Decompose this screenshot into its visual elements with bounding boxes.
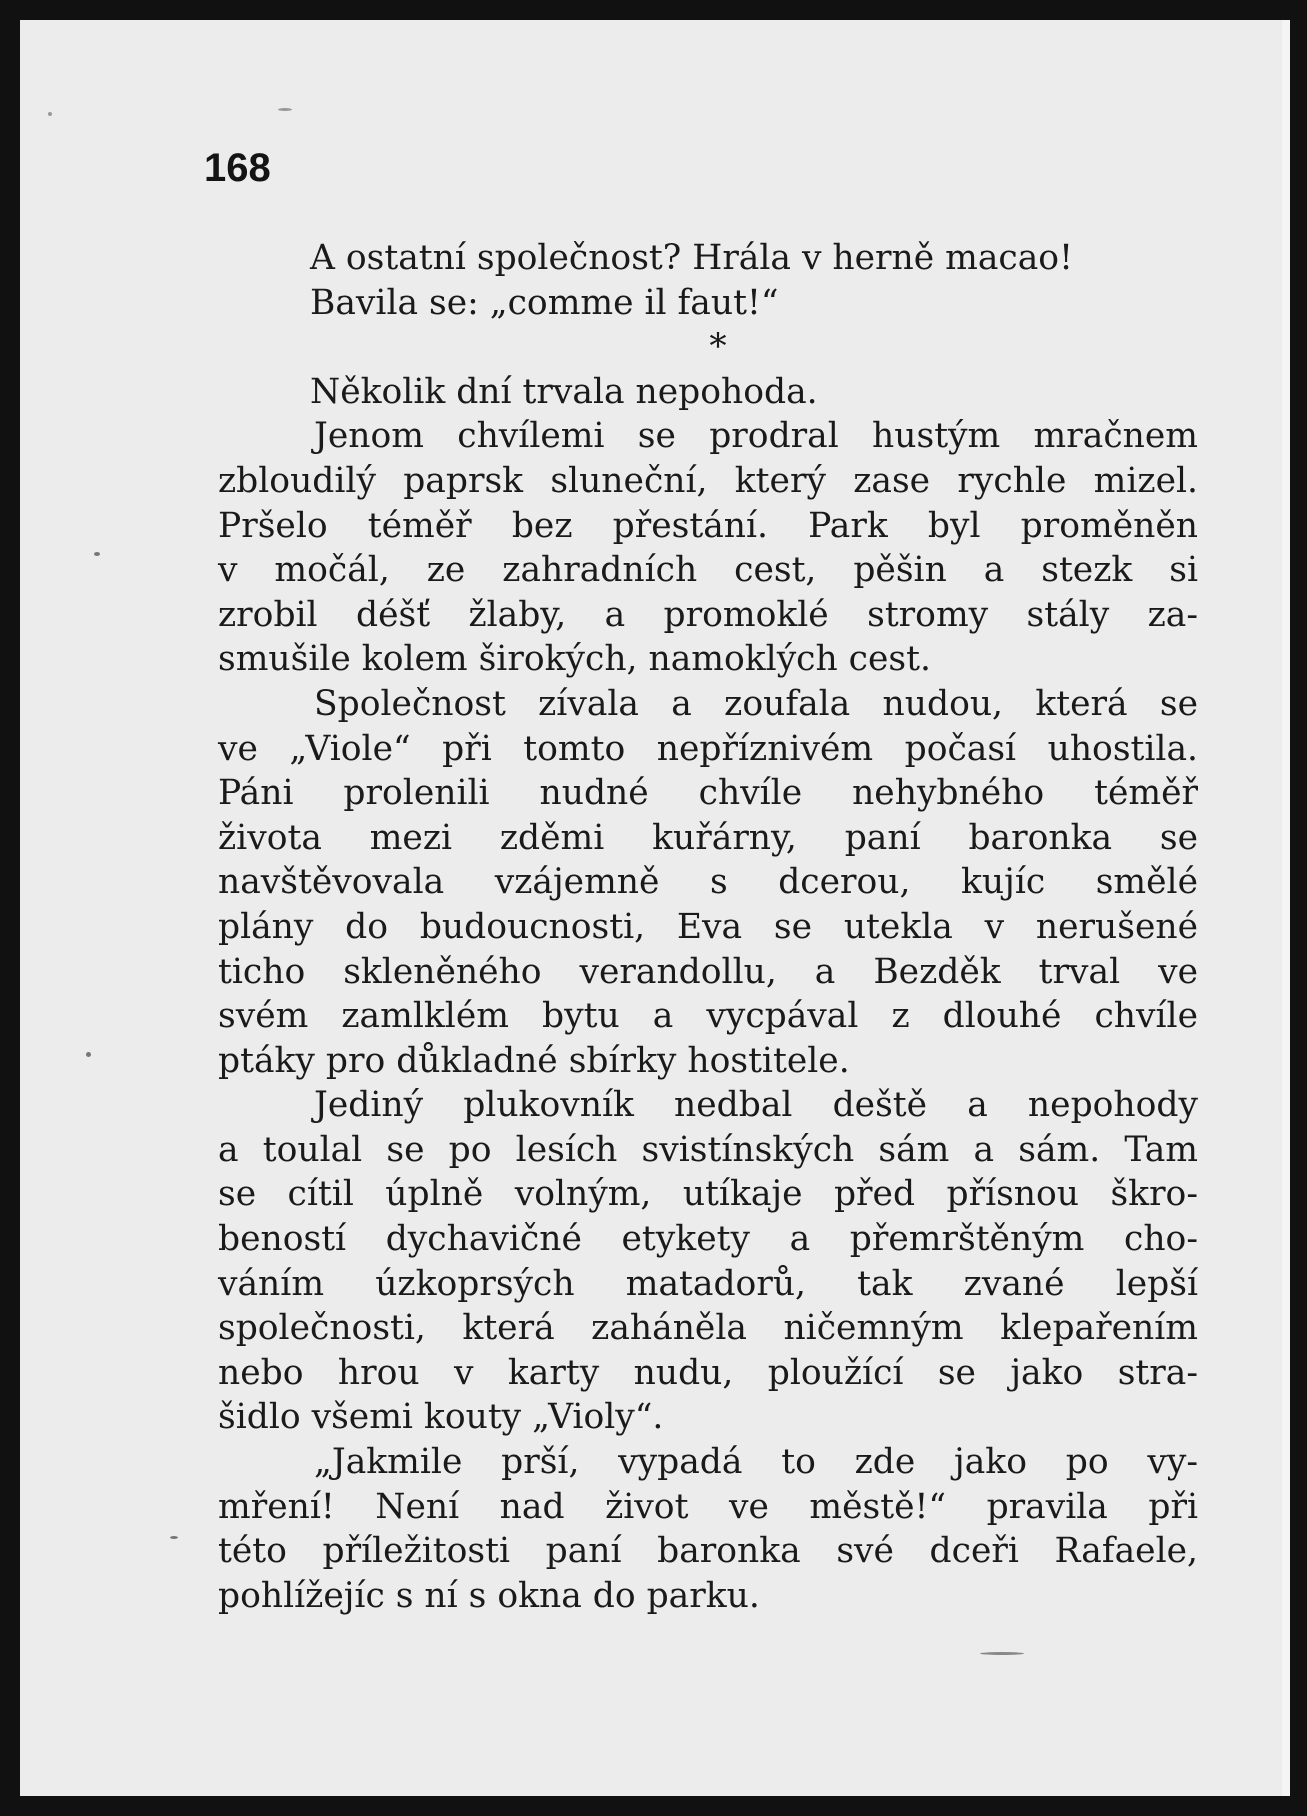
text-line: šidlo všemi kouty „Violy“. [218, 1397, 664, 1438]
text-line: Bavila se: „comme il faut!“ [310, 282, 779, 323]
text-line: Páni prolenili nudné chvíle nehybného téměř [218, 773, 1198, 814]
text-line: Několik dní trvala nepohoda. [310, 371, 818, 412]
section-separator: * [709, 327, 727, 368]
text-line: smušile kolem širokých, namoklých cest. [218, 639, 931, 680]
text-line: mření! Není nad život ve městě!“ pravila při [218, 1486, 1198, 1527]
text-line: „Jakmile prší, vypadá to zde jako po vy- [314, 1442, 1198, 1483]
paper-speck [980, 1652, 1024, 1655]
text-line: této příležitosti paní baronka své dceři Rafaele, [218, 1531, 1198, 1572]
page-number: 168 [204, 146, 271, 190]
text-line: Pršelo téměř bez přestání. Park byl proměněn [218, 505, 1198, 546]
text-line: nebo hrou v karty nudu, ploužící se jako stra- [218, 1352, 1198, 1393]
text-line: svém zamlklém bytu a vycpával z dlouhé chvíle [218, 996, 1198, 1037]
body-text [218, 236, 1198, 1618]
text-line: navštěvovala vzájemně s dcerou, kujíc smělé [218, 862, 1198, 903]
text-line: beností dychavičné etykety a přemrštěným cho- [218, 1219, 1198, 1260]
text-line: v močál, ze zahradních cest, pěšin a stezk si [218, 550, 1198, 591]
paper-speck [94, 552, 100, 556]
paper-speck [86, 1052, 91, 1057]
text-line: plány do budoucnosti, Eva se utekla v nerušené [218, 906, 1198, 947]
text-line: ticho skleněného verandollu, a Bezděk trval ve [218, 951, 1198, 992]
text-line: se cítil úplně volným, utíkaje před přísnou škro- [218, 1174, 1198, 1215]
text-line: ve „Viole“ při tomto nepříznivém počasí uhostila. [218, 728, 1198, 769]
text-line: společnosti, která zaháněla ničemným klepařením [218, 1308, 1198, 1349]
text-line: Jenom chvílemi se prodral hustým mračnem [314, 416, 1198, 457]
paper-speck [278, 108, 292, 111]
page-edge [1282, 20, 1290, 1796]
text-line: zrobil déšť žlaby, a promoklé stromy stály za- [218, 594, 1198, 635]
text-line: a toulal se po lesích svistínských sám a sám. Tam [218, 1129, 1198, 1170]
text-line: váním úzkoprsých matadorů, tak zvané lepší [218, 1263, 1198, 1304]
text-line: života mezi zděmi kuřárny, paní baronka se [218, 817, 1198, 858]
text-line: ptáky pro důkladné sbírky hostitele. [218, 1040, 850, 1081]
text-line: A ostatní společnost? Hrála v herně macao! [310, 238, 1073, 278]
text-line: zbloudilý paprsk sluneční, který zase rychle mizel. [218, 460, 1198, 501]
text-line: Společnost zívala a zoufala nudou, která se [314, 683, 1198, 724]
text-line: pohlížejíc s ní s okna do parku. [218, 1575, 760, 1616]
paper-speck [170, 1536, 178, 1539]
paper-speck [48, 112, 52, 116]
text-line: Jediný plukovník nedbal deště a nepohody [314, 1085, 1198, 1126]
